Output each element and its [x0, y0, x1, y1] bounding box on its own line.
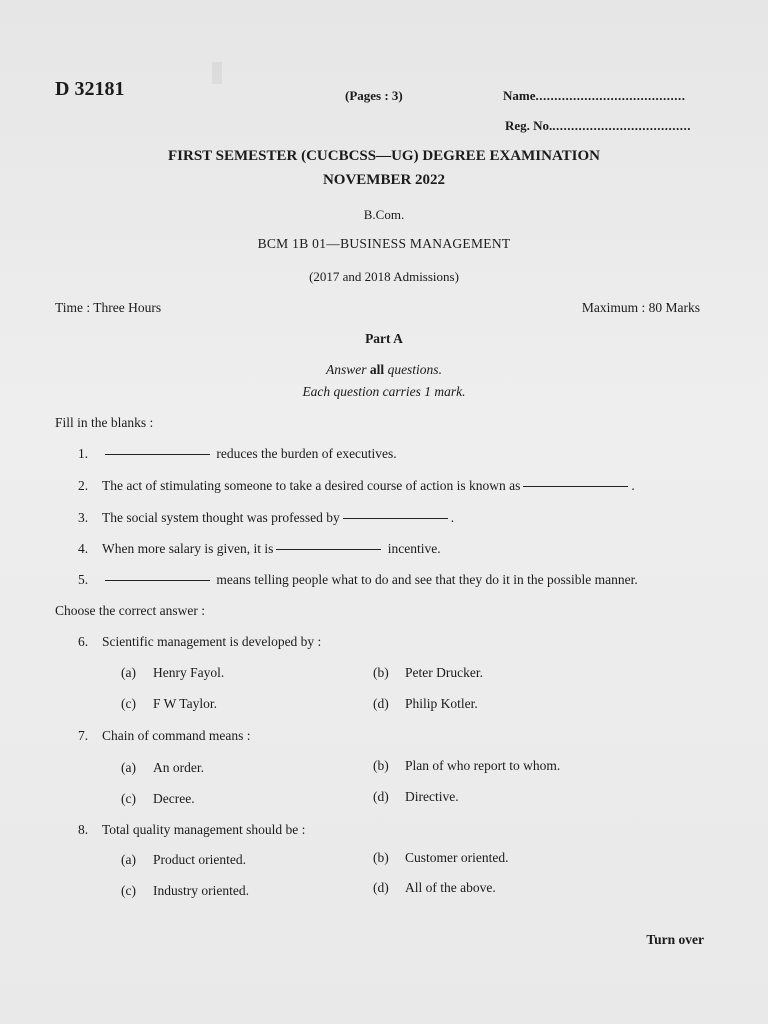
option-label: (b)	[373, 850, 389, 865]
name-label: Name	[503, 88, 536, 103]
question-text: reduces the burden of executives.	[216, 446, 397, 461]
part-a-title: Part A	[365, 331, 403, 346]
option-d	[373, 696, 478, 712]
option-a	[121, 760, 204, 776]
question-number: 6.	[78, 634, 89, 649]
option-b	[373, 665, 483, 681]
answer-blank	[276, 549, 381, 550]
option-d	[373, 880, 496, 896]
option-d	[373, 789, 459, 805]
question-2	[78, 478, 635, 494]
option-text: F W Taylor.	[153, 696, 217, 711]
question-6	[78, 634, 321, 650]
question-text-end: .	[450, 510, 455, 525]
question-text: Total quality management should be :	[102, 822, 306, 837]
option-c	[121, 696, 217, 712]
question-1	[78, 446, 397, 462]
reg-no-label: Reg. No.	[505, 118, 553, 133]
option-label: (d)	[373, 880, 389, 895]
answer-blank	[105, 580, 210, 581]
question-text-end: incentive.	[387, 541, 441, 556]
time-allowed: Time : Three Hours	[55, 300, 162, 315]
option-a	[121, 852, 246, 868]
maximum-marks: Maximum : 80 Marks	[581, 300, 700, 315]
question-text-end: .	[631, 478, 635, 493]
option-label: (b)	[373, 758, 389, 773]
option-text: Industry oriented.	[153, 883, 249, 898]
exam-session: NOVEMBER 2022	[322, 172, 446, 188]
question-8	[78, 822, 305, 838]
answer-blank	[523, 486, 628, 487]
question-number: 8.	[78, 822, 89, 837]
question-text: Scientific management is developed by :	[102, 634, 322, 649]
fill-blanks-heading: Fill in the blanks :	[55, 415, 154, 430]
question-3	[78, 510, 454, 526]
option-text: Customer oriented.	[405, 850, 509, 865]
page-count: (Pages : 3)	[345, 88, 403, 103]
question-number: 7.	[78, 728, 89, 743]
option-b	[373, 758, 560, 774]
option-text: All of the above.	[405, 880, 496, 895]
option-label: (c)	[121, 791, 136, 806]
choose-answer-heading: Choose the correct answer :	[55, 603, 205, 618]
option-b	[373, 850, 508, 866]
question-number: 2.	[78, 478, 89, 493]
question-number: 4.	[78, 541, 89, 556]
option-text: Decree.	[153, 791, 195, 806]
option-label: (a)	[121, 665, 136, 680]
scan-mark	[212, 62, 222, 84]
option-text: An order.	[153, 760, 204, 775]
name-dots: ........................................	[535, 88, 686, 103]
question-text: The act of stimulating someone to take a desired course of action is known as	[102, 478, 521, 493]
question-number: 3.	[78, 510, 89, 525]
option-label: (a)	[121, 852, 136, 867]
option-c	[121, 883, 249, 899]
question-5	[78, 572, 638, 588]
question-text: The social system thought was professed by	[102, 510, 340, 525]
option-a	[121, 665, 224, 681]
name-field	[503, 88, 686, 104]
reg-no-dots: .....................................	[552, 118, 692, 133]
option-label: (c)	[121, 696, 136, 711]
option-text: Directive.	[405, 789, 459, 804]
option-label: (d)	[373, 789, 389, 804]
option-label: (a)	[121, 760, 136, 775]
option-label: (c)	[121, 883, 136, 898]
instruction-answer-all: Answer all questions.	[326, 362, 442, 377]
option-text: Peter Drucker.	[405, 665, 483, 680]
question-4	[78, 541, 441, 557]
admissions-note: (2017 and 2018 Admissions)	[309, 269, 459, 284]
question-text: Chain of command means :	[102, 728, 251, 743]
answer-blank	[343, 518, 448, 519]
option-c	[121, 791, 195, 807]
reg-no-field	[505, 118, 691, 134]
question-number: 1.	[78, 446, 89, 461]
degree-name: B.Com.	[363, 207, 405, 222]
option-text: Plan of who report to whom.	[405, 758, 561, 773]
instruction-marks: Each question carries 1 mark.	[302, 384, 466, 399]
turn-over-note: Turn over	[646, 932, 704, 947]
option-label: (d)	[373, 696, 389, 711]
course-title: BCM 1B 01—BUSINESS MANAGEMENT	[257, 236, 511, 251]
question-number: 5.	[78, 572, 89, 587]
option-text: Philip Kotler.	[405, 696, 478, 711]
question-7	[78, 728, 250, 744]
question-text: When more salary is given, it is	[102, 541, 274, 556]
answer-blank	[105, 454, 210, 455]
paper-code: D 32181	[55, 78, 125, 100]
exam-title: FIRST SEMESTER (CUCBCSS—UG) DEGREE EXAMINATION	[167, 148, 601, 164]
option-label: (b)	[373, 665, 389, 680]
question-text: means telling people what to do and see that they do it in the possible manner.	[216, 572, 638, 587]
option-text: Product oriented.	[153, 852, 246, 867]
option-text: Henry Fayol.	[153, 665, 225, 680]
